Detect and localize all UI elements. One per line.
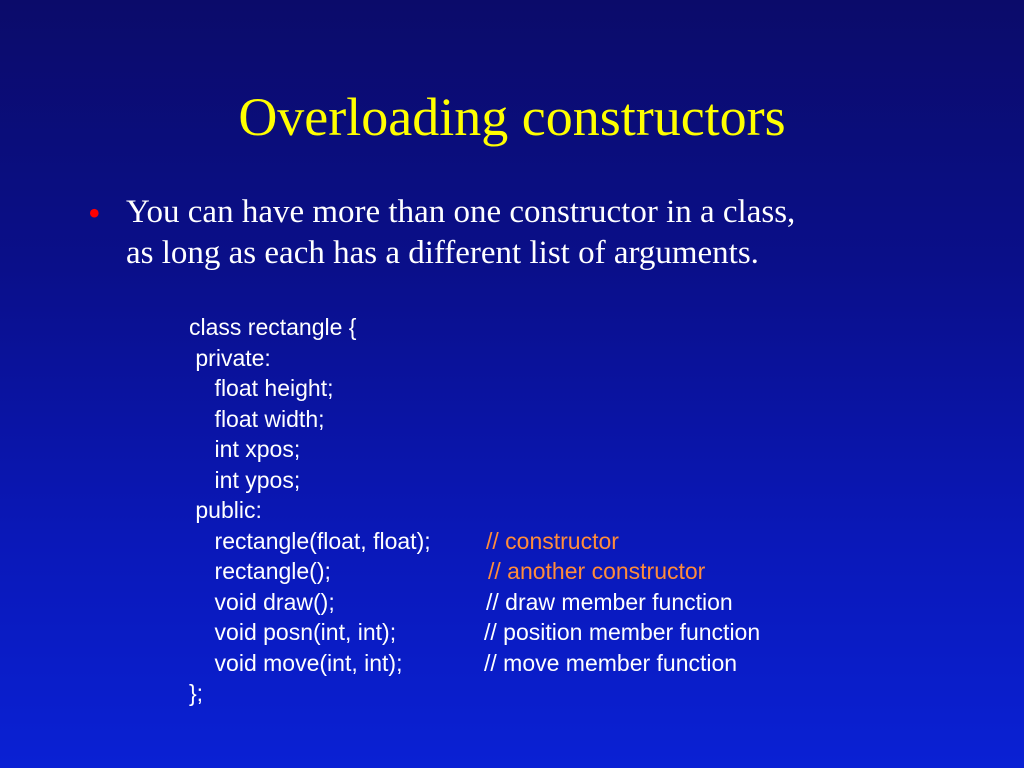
bullet-icon: • [88,193,101,233]
code-line [189,434,301,465]
code-text: void posn(int, int); [189,619,397,645]
code-line [189,526,619,557]
code-comment: // move member function [484,649,738,676]
code-line [189,404,325,435]
code-text: rectangle(float, float); [189,527,438,554]
code-text: class rectangle { [189,314,357,340]
code-text: float width; [189,405,325,432]
code-text: int ypos; [189,466,301,493]
code-line [189,373,334,404]
code-comment: // constructor [486,527,619,554]
code-comment: // position member function [484,619,761,645]
code-text: private: [189,344,271,371]
code-line [189,617,761,648]
code-line [189,587,733,618]
code-text: }; [189,680,204,706]
code-text: float height; [189,375,334,401]
bullet-text-line-1: You can have more than one constructor in a class, [126,194,796,230]
code-comment: // draw member function [486,588,733,615]
code-text: public: [189,497,262,523]
code-line [189,648,738,679]
code-text: int xpos; [189,436,301,462]
code-text: rectangle(); [189,558,331,584]
code-text: void move(int, int); [189,649,403,676]
bullet-text-line-2: as long as each has a different list of arguments. [126,235,759,271]
code-line [189,678,215,709]
code-line [189,495,262,526]
code-line [189,343,271,374]
code-line [189,465,301,496]
code-line [189,312,357,343]
code-line [189,556,706,587]
bullet-text [126,192,966,274]
code-block [189,312,761,709]
slide-title: Overloading constructors [238,87,786,147]
code-text: void draw(); [189,588,335,615]
code-comment: // another constructor [488,558,706,584]
